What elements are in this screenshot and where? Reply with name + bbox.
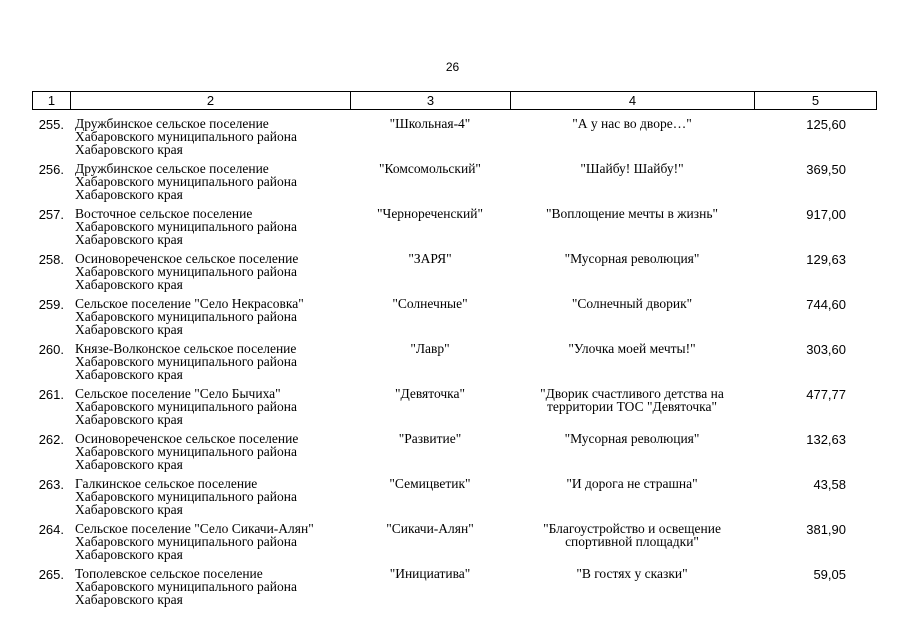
table-row bbox=[32, 206, 877, 251]
settlement-name-line: Осиновореченское сельское поселение bbox=[75, 431, 299, 446]
header-cell-4: 4 bbox=[511, 92, 755, 109]
settlement-name-line: Хабаровского муниципального района bbox=[75, 579, 297, 594]
amount: 744,60 bbox=[806, 297, 846, 312]
tos-name: "Семицветик" bbox=[389, 476, 471, 491]
table-row bbox=[32, 116, 877, 161]
settlement-name-line: Хабаровского муниципального района bbox=[75, 354, 297, 369]
settlement-name-line: Хабаровского края bbox=[75, 592, 183, 607]
settlement-name-line: Хабаровского муниципального района bbox=[75, 174, 297, 189]
project-name-line: "Мусорная революция" bbox=[564, 251, 700, 266]
amount: 303,60 bbox=[806, 342, 846, 357]
settlement-name-line: Восточное сельское поселение bbox=[75, 206, 253, 221]
project-name-line: "В гостях у сказки" bbox=[576, 566, 688, 581]
tos-name: "Школьная-4" bbox=[389, 116, 471, 131]
table-row bbox=[32, 476, 877, 521]
page-number: 26 bbox=[445, 60, 460, 74]
project-name bbox=[510, 117, 754, 130]
project-name-line: "Шайбу! Шайбу!" bbox=[580, 161, 684, 176]
tos-name: "Солнечные" bbox=[392, 296, 468, 311]
settlement-name-line: Хабаровского муниципального района bbox=[75, 534, 297, 549]
project-name-line: спортивной площадки" bbox=[565, 534, 699, 549]
row-number: 262. bbox=[38, 432, 64, 447]
settlement-name bbox=[75, 432, 355, 471]
settlement-name bbox=[75, 477, 355, 516]
amount: 125,60 bbox=[806, 117, 846, 132]
row-number: 260. bbox=[38, 342, 64, 357]
tos-name: "Инициатива" bbox=[389, 566, 471, 581]
project-name-line: "Мусорная революция" bbox=[564, 431, 700, 446]
settlement-name bbox=[75, 567, 355, 606]
settlement-name bbox=[75, 207, 355, 246]
settlement-name-line: Хабаровского муниципального района bbox=[75, 264, 297, 279]
row-number: 264. bbox=[38, 522, 64, 537]
settlement-name-line: Сельское поселение "Село Бычиха" bbox=[75, 386, 281, 401]
settlement-name-line: Хабаровского муниципального района bbox=[75, 219, 297, 234]
tos-name: "Чернореченский" bbox=[377, 206, 483, 221]
tos-name: "Комсомольский" bbox=[379, 161, 481, 176]
project-name bbox=[510, 522, 754, 548]
settlement-name-line: Хабаровского края bbox=[75, 187, 183, 202]
tos-name: "Сикачи-Алян" bbox=[386, 521, 474, 536]
row-number: 261. bbox=[38, 387, 64, 402]
project-name-line: "Благоустройство и освещение bbox=[543, 521, 721, 536]
tos-name: "Лавр" bbox=[410, 341, 450, 356]
amount: 477,77 bbox=[806, 387, 846, 402]
amount: 381,90 bbox=[806, 522, 846, 537]
project-name bbox=[510, 252, 754, 265]
project-name bbox=[510, 432, 754, 445]
header-cell-1: 1 bbox=[33, 92, 71, 109]
settlement-name bbox=[75, 342, 355, 381]
settlement-name-line: Хабаровского края bbox=[75, 547, 183, 562]
table-body bbox=[32, 116, 877, 611]
settlement-name bbox=[75, 522, 355, 561]
settlement-name-line: Сельское поселение "Село Некрасовка" bbox=[75, 296, 304, 311]
header-cell-3: 3 bbox=[351, 92, 511, 109]
settlement-name-line: Хабаровского муниципального района bbox=[75, 129, 297, 144]
row-number: 263. bbox=[38, 477, 64, 492]
project-name bbox=[510, 477, 754, 490]
tos-name: "ЗАРЯ" bbox=[408, 251, 452, 266]
project-name-line: "Улочка моей мечты!" bbox=[568, 341, 696, 356]
settlement-name-line: Галкинское сельское поселение bbox=[75, 476, 258, 491]
table-row bbox=[32, 341, 877, 386]
table-row bbox=[32, 521, 877, 566]
settlement-name-line: Сельское поселение "Село Сикачи-Алян" bbox=[75, 521, 314, 536]
tos-name: "Развитие" bbox=[398, 431, 462, 446]
settlement-name-line: Хабаровского края bbox=[75, 142, 183, 157]
settlement-name-line: Хабаровского муниципального района bbox=[75, 489, 297, 504]
project-name bbox=[510, 162, 754, 175]
settlement-name-line: Хабаровского края bbox=[75, 502, 183, 517]
settlement-name-line: Тополевское сельское поселение bbox=[75, 566, 263, 581]
settlement-name bbox=[75, 387, 355, 426]
amount: 132,63 bbox=[806, 432, 846, 447]
row-number: 255. bbox=[38, 117, 64, 132]
table-row bbox=[32, 296, 877, 341]
settlement-name-line: Хабаровского муниципального района bbox=[75, 399, 297, 414]
header-cell-2: 2 bbox=[71, 92, 351, 109]
project-name-line: "Солнечный дворик" bbox=[571, 296, 693, 311]
row-number: 256. bbox=[38, 162, 64, 177]
settlement-name-line: Хабаровского края bbox=[75, 277, 183, 292]
row-number: 265. bbox=[38, 567, 64, 582]
table-row bbox=[32, 251, 877, 296]
row-number: 259. bbox=[38, 297, 64, 312]
settlement-name-line: Осиновореченское сельское поселение bbox=[75, 251, 299, 266]
table-row bbox=[32, 161, 877, 206]
project-name bbox=[510, 297, 754, 310]
settlement-name bbox=[75, 252, 355, 291]
project-name-line: территории ТОС "Девяточка" bbox=[546, 399, 718, 414]
table-row bbox=[32, 386, 877, 431]
settlement-name-line: Хабаровского края bbox=[75, 457, 183, 472]
amount: 129,63 bbox=[806, 252, 846, 267]
settlement-name bbox=[75, 117, 355, 156]
tos-name: "Девяточка" bbox=[394, 386, 466, 401]
project-name-line: "Дворик счастливого детства на bbox=[540, 386, 724, 401]
settlement-name-line: Хабаровского края bbox=[75, 232, 183, 247]
header-cell-5: 5 bbox=[811, 93, 820, 108]
settlement-name bbox=[75, 297, 355, 336]
settlement-name-line: Хабаровского края bbox=[75, 322, 183, 337]
project-name bbox=[510, 342, 754, 355]
table-row bbox=[32, 566, 877, 611]
settlement-name bbox=[75, 162, 355, 201]
settlement-name-line: Князе-Волконское сельское поселение bbox=[75, 341, 297, 356]
amount: 59,05 bbox=[813, 567, 846, 582]
amount: 369,50 bbox=[806, 162, 846, 177]
settlement-name-line: Дружбинское сельское поселение bbox=[75, 161, 269, 176]
table-header bbox=[32, 91, 877, 110]
project-name bbox=[510, 387, 754, 413]
settlement-name-line: Хабаровского края bbox=[75, 412, 183, 427]
row-number: 258. bbox=[38, 252, 64, 267]
amount: 917,00 bbox=[806, 207, 846, 222]
project-name bbox=[510, 207, 754, 220]
project-name-line: "Воплощение мечты в жизнь" bbox=[545, 206, 719, 221]
row-number: 257. bbox=[38, 207, 64, 222]
amount: 43,58 bbox=[813, 477, 846, 492]
settlement-name-line: Хабаровского края bbox=[75, 367, 183, 382]
project-name-line: "А у нас во дворе…" bbox=[572, 116, 692, 131]
project-name bbox=[510, 567, 754, 580]
settlement-name-line: Дружбинское сельское поселение bbox=[75, 116, 269, 131]
settlement-name-line: Хабаровского муниципального района bbox=[75, 309, 297, 324]
settlement-name-line: Хабаровского муниципального района bbox=[75, 444, 297, 459]
project-name-line: "И дорога не страшна" bbox=[566, 476, 698, 491]
table-row bbox=[32, 431, 877, 476]
